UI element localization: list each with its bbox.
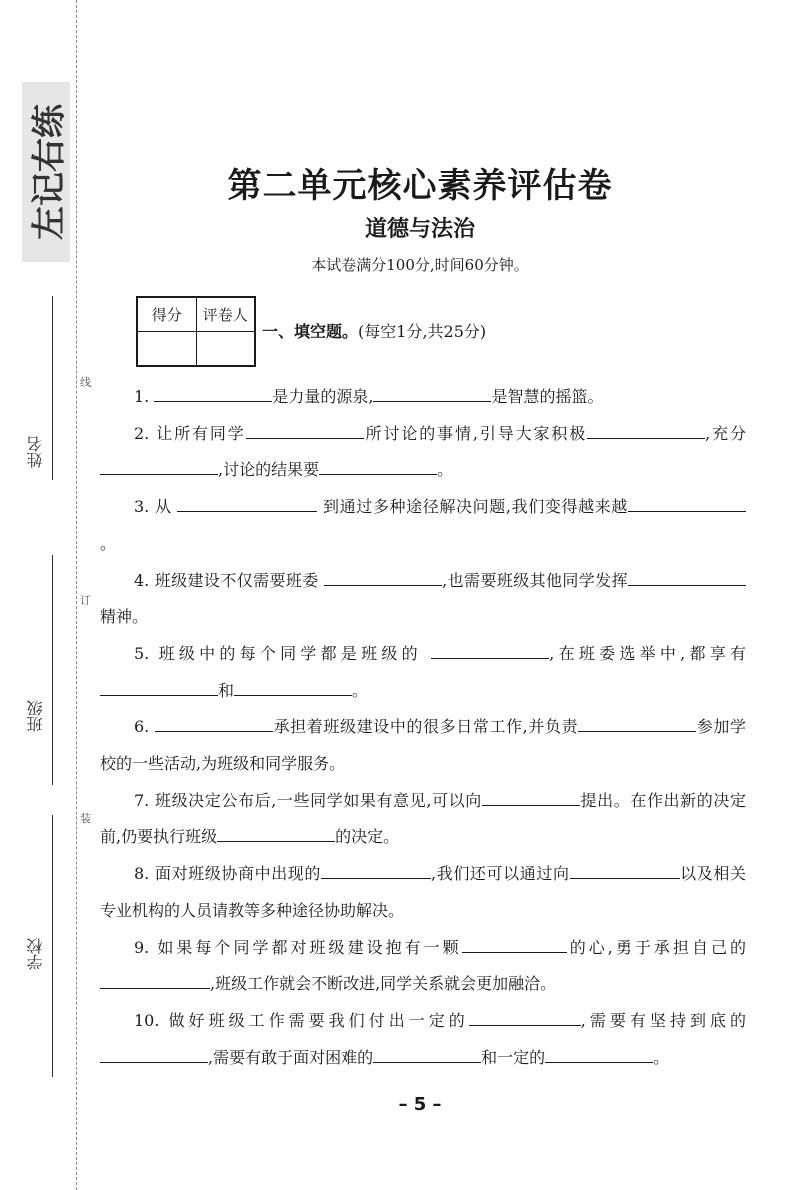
question-text: 7. 班级决定公布后,一些同学如果有意见,可以向 xyxy=(134,790,482,810)
question-text: ,班级工作就会不断改进,同学关系就会更加融洽。 xyxy=(210,974,557,994)
answer-blank[interactable] xyxy=(373,385,491,402)
question-text: 5. 班级中的每个同学都是班级的 xyxy=(134,643,432,663)
exam-title: 第二单元核心素养评估卷 xyxy=(227,166,613,206)
question-text: 8. 面对班级协商中出现的 xyxy=(134,864,322,884)
answer-blank[interactable] xyxy=(100,679,218,696)
question-text: ,讨论的结果要 xyxy=(218,460,320,480)
class-field-label: 班级 xyxy=(26,700,45,732)
question-text: ,需要有敢于面对困难的 xyxy=(208,1047,374,1067)
answer-blank[interactable] xyxy=(217,825,335,842)
question-6 xyxy=(100,709,746,782)
question-text: 2. 让所有同学 xyxy=(134,423,246,443)
answer-blank[interactable] xyxy=(234,679,352,696)
question-7 xyxy=(100,783,746,856)
question-text: ,也需要班级其他同学发挥 xyxy=(442,570,628,590)
school-field-label: 学校 xyxy=(26,938,45,970)
section-detail: (每空1分,共25分) xyxy=(358,322,487,341)
question-text: ,充分 xyxy=(705,423,746,443)
section-title: 一、填空题。 xyxy=(262,322,359,341)
brand-text: 左记右练 xyxy=(29,104,70,240)
cut-mark-bind: 订 xyxy=(80,594,91,607)
answer-blank[interactable] xyxy=(462,936,567,953)
exam-subject: 道德与法治 xyxy=(364,217,475,242)
answer-blank[interactable] xyxy=(319,458,437,475)
score-box xyxy=(136,296,256,367)
answer-blank[interactable] xyxy=(100,972,210,989)
question-text: 所讨论的事情,引导大家积极 xyxy=(363,423,588,443)
binding-cut-line xyxy=(76,0,77,1190)
question-text: 9. 如果每个同学都对班级建设抱有一颗 xyxy=(134,937,462,957)
question-list xyxy=(100,379,746,1076)
exam-note: 本试卷满分100分,时间60分钟。 xyxy=(311,256,529,274)
question-text: 。 xyxy=(352,680,369,700)
question-9 xyxy=(100,930,746,1003)
question-text: 是力量的源泉, xyxy=(272,387,374,406)
answer-blank[interactable] xyxy=(100,1046,208,1063)
question-text: 以及相关专业机构的人员请教等多种途径协助解决。 xyxy=(100,864,746,920)
answer-blank[interactable] xyxy=(628,495,746,512)
question-text: 和 xyxy=(218,680,235,700)
cut-mark-line: 线 xyxy=(80,376,91,389)
answer-blank[interactable] xyxy=(321,862,431,879)
answer-blank[interactable] xyxy=(155,715,273,732)
question-text: 6. xyxy=(134,717,155,737)
question-text: 的心,勇于承担自己的 xyxy=(566,937,746,957)
question-3 xyxy=(100,489,746,562)
question-8 xyxy=(100,856,746,929)
question-text: 到通过多种途径解决问题,我们变得越来越 xyxy=(317,497,628,517)
question-text: 提出。在作出新的决定前,仍要执行班级 xyxy=(100,790,746,847)
answer-blank[interactable] xyxy=(587,422,705,439)
question-text: 。 xyxy=(100,533,117,553)
answer-blank[interactable] xyxy=(154,385,272,402)
class-field-line[interactable] xyxy=(52,555,53,785)
answer-blank[interactable] xyxy=(431,642,549,659)
question-text: 。 xyxy=(437,460,454,480)
name-field-label: 姓名 xyxy=(26,436,45,468)
answer-blank[interactable] xyxy=(246,422,364,439)
cut-mark-fold: 装 xyxy=(80,812,91,825)
question-text: ,我们还可以通过向 xyxy=(431,864,570,884)
question-text: 和一定的 xyxy=(481,1047,546,1067)
answer-blank[interactable] xyxy=(324,569,442,586)
question-text: 精神。 xyxy=(100,607,149,627)
question-10 xyxy=(100,1003,746,1076)
grader-input-cell[interactable] xyxy=(196,332,255,367)
answer-blank[interactable] xyxy=(578,715,696,732)
page-number: – 5 – xyxy=(398,1094,442,1115)
question-text: 10. 做好班级工作需要我们付出一定的 xyxy=(134,1010,469,1030)
question-text: 4. 班级建设不仅需要班委 xyxy=(134,570,325,590)
answer-blank[interactable] xyxy=(545,1046,653,1063)
answer-blank[interactable] xyxy=(482,789,580,806)
question-text: 3. 从 xyxy=(134,497,178,517)
question-2 xyxy=(100,416,746,489)
score-label: 得分 xyxy=(137,297,196,332)
question-text: 承担着班级建设中的很多日常工作,并负责 xyxy=(272,717,579,737)
answer-blank[interactable] xyxy=(469,1009,581,1026)
question-text: 。 xyxy=(653,1047,670,1067)
answer-blank[interactable] xyxy=(570,862,680,879)
question-text: 参加学校的一些活动,为班级和同学服务。 xyxy=(100,717,746,774)
question-1 xyxy=(100,379,746,416)
grader-label: 评卷人 xyxy=(196,297,255,332)
question-text: 的决定。 xyxy=(335,827,400,847)
question-text: 1. xyxy=(134,387,155,406)
question-text: ,在班委选举中,都享有 xyxy=(549,643,746,663)
question-text: ,需要有坚持到底的 xyxy=(580,1010,746,1030)
answer-blank[interactable] xyxy=(177,495,317,512)
answer-blank[interactable] xyxy=(373,1046,481,1063)
brand-logo xyxy=(22,82,70,262)
answer-blank[interactable] xyxy=(628,569,746,586)
answer-blank[interactable] xyxy=(100,458,218,475)
score-input-cell[interactable] xyxy=(137,332,196,367)
question-5 xyxy=(100,636,746,709)
question-text: 是智慧的摇篮。 xyxy=(491,387,604,406)
question-4 xyxy=(100,563,746,636)
section-heading xyxy=(262,319,486,342)
